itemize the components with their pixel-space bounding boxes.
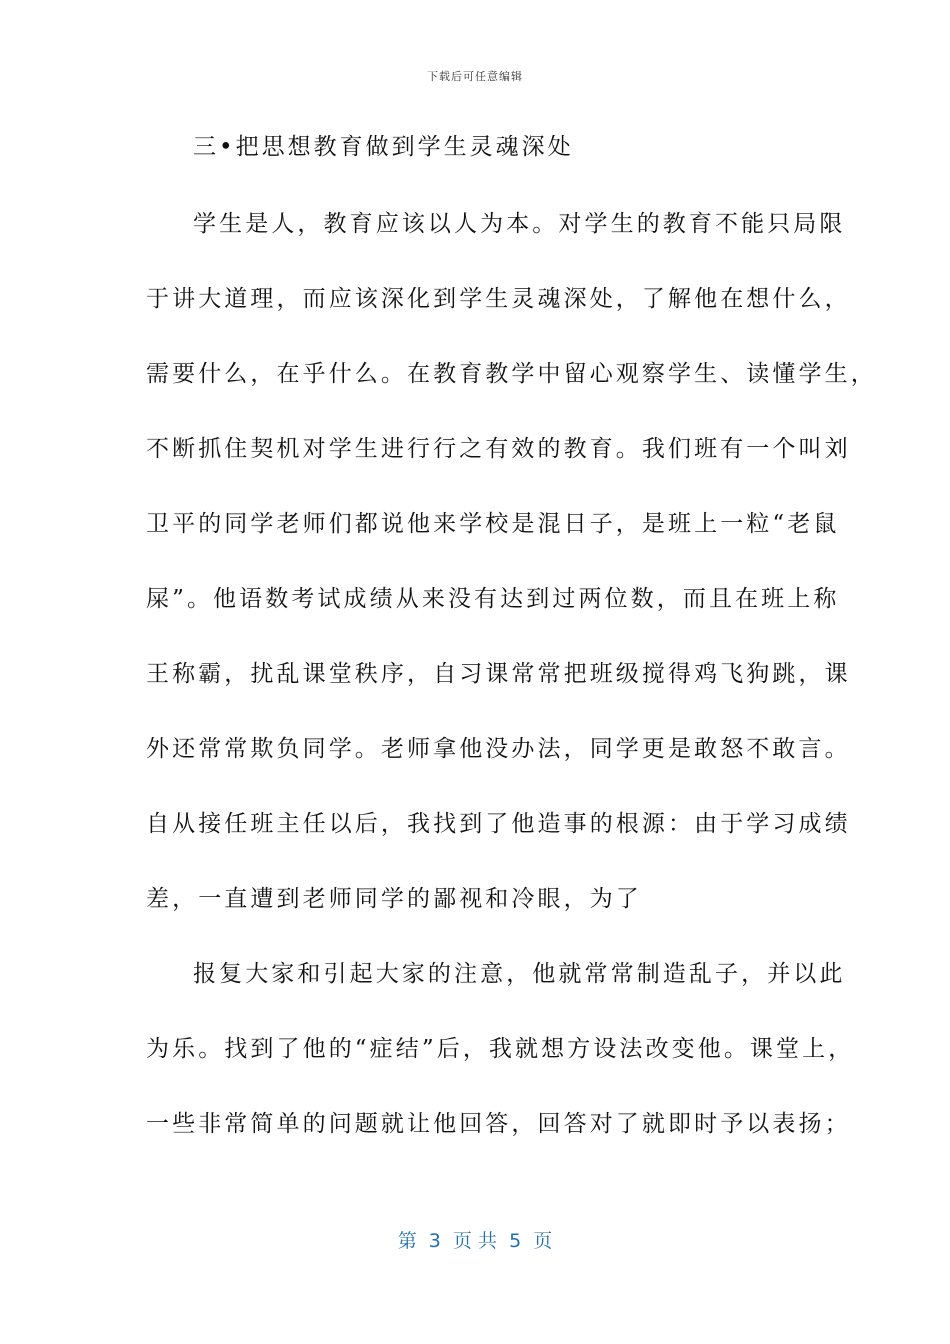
header-note: 下载后可任意编辑 (427, 70, 523, 83)
text-line: 报复大家和引起大家的注意，他就常常制造乱子，并以此 (193, 961, 846, 987)
text-line: 需要什么，在乎什么。在教育教学中留心观察学生、读懂学生， (146, 361, 877, 387)
text-line: 于讲大道理，而应该深化到学生灵魂深处，了解他在想什么， (146, 286, 851, 312)
text-line: 王称霸，扰乱课堂秩序，自习课常常把班级搅得鸡飞狗跳，课 (146, 661, 851, 687)
text-line: 卫平的同学老师们都说他来学校是混日子，是班上一粒“老鼠 (146, 511, 840, 537)
page-number-footer: 第 3 页 共 5 页 (397, 1230, 553, 1252)
section-heading: 三•把思想教育做到学生灵魂深处 (193, 134, 574, 160)
text-line: 外还常常欺负同学。老师拿他没办法，同学更是敢怒不敢言。 (146, 736, 851, 762)
text-line: 差，一直遭到老师同学的鄙视和冷眼，为了 (146, 886, 642, 912)
text-line: 不断抓住契机对学生进行行之有效的教育。我们班有一个叫刘 (146, 436, 851, 462)
text-line: 一些非常简单的问题就让他回答，回答对了就即时予以表扬； (146, 1111, 851, 1137)
text-line: 为乐。找到了他的“症结”后，我就想方设法改变他。课堂上， (146, 1036, 855, 1062)
text-line: 学生是人，教育应该以人为本。对学生的教育不能只局限 (193, 211, 846, 237)
text-line: 屎”。他语数考试成绩从来没有达到过两位数，而且在班上称 (146, 586, 840, 612)
text-line: 自从接任班主任以后，我找到了他造事的根源：由于学习成绩 (146, 811, 851, 837)
